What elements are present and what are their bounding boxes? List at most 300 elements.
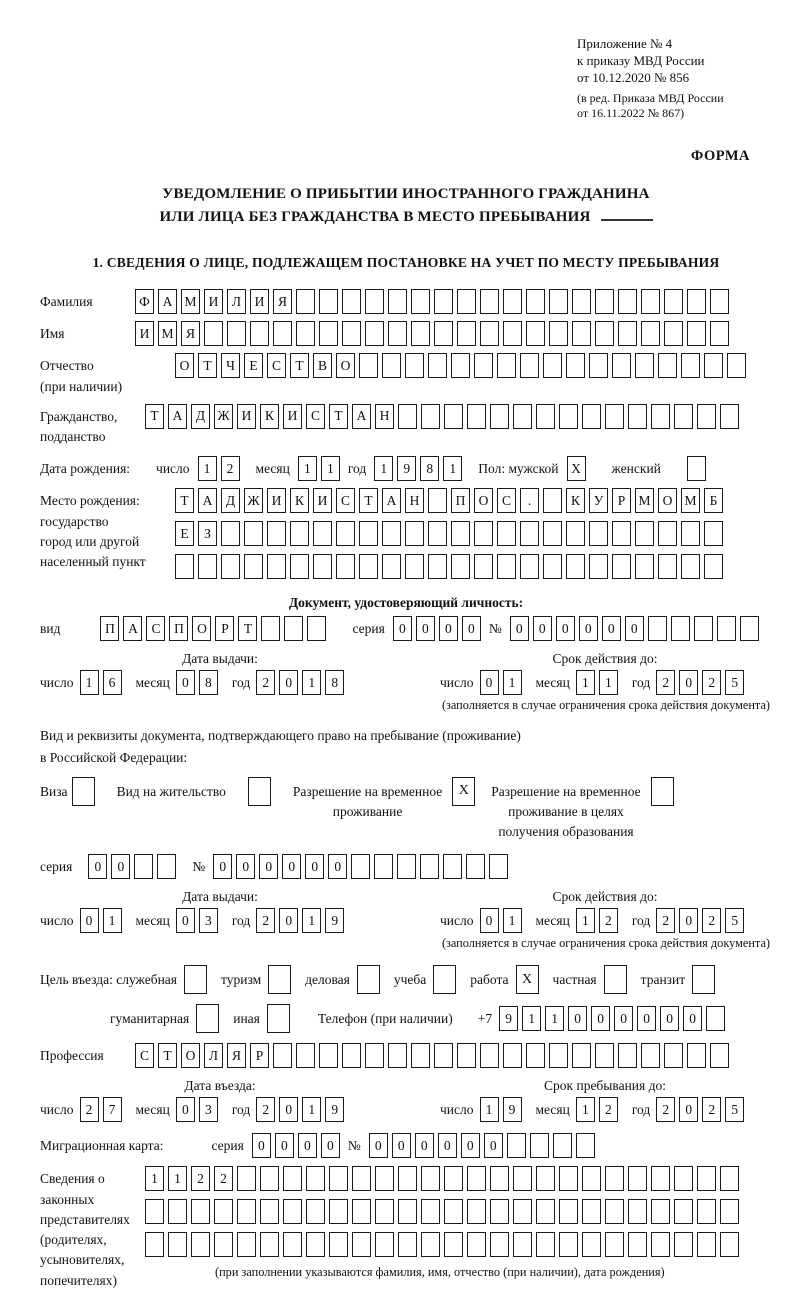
char-cell <box>352 1166 371 1191</box>
doc-valid-day-cells <box>480 670 522 695</box>
char-cell <box>727 353 746 378</box>
char-cell: 1 <box>576 908 595 933</box>
field-surname <box>40 289 772 314</box>
char-cell: 0 <box>660 1006 679 1031</box>
char-cell: X <box>516 965 539 994</box>
char-cell <box>405 554 424 579</box>
gender-male-checkbox <box>567 456 586 481</box>
char-cell: 9 <box>325 1097 344 1122</box>
char-cell <box>168 1232 187 1257</box>
char-cell <box>549 289 568 314</box>
char-cell: С <box>135 1043 154 1068</box>
representatives-cells-block <box>145 1166 739 1291</box>
patronymic-cells <box>175 353 746 378</box>
char-cell: М <box>158 321 177 346</box>
surname-label: Фамилия <box>40 294 93 310</box>
doc-issue-month-cells <box>176 670 218 695</box>
char-cell <box>635 521 654 546</box>
char-cell <box>411 1043 430 1068</box>
char-cell <box>444 1166 463 1191</box>
gender-female-checkbox <box>687 456 706 481</box>
char-cell <box>284 616 303 641</box>
field-citizenship <box>40 404 772 448</box>
char-cell: 1 <box>503 670 522 695</box>
char-cell <box>352 1232 371 1257</box>
char-cell <box>710 321 729 346</box>
char-cell: 1 <box>545 1006 564 1031</box>
char-cell <box>365 289 384 314</box>
char-cell <box>559 1232 578 1257</box>
char-cell <box>336 521 355 546</box>
char-cell: Ж <box>244 488 263 513</box>
doc-series-label: серия <box>352 620 385 636</box>
char-cell <box>740 616 759 641</box>
permit-valid-header: Срок действия до: <box>552 889 658 905</box>
char-cell <box>457 321 476 346</box>
char-cell: К <box>260 404 279 429</box>
purpose-study-checkbox <box>433 965 456 994</box>
rep-row2-cells <box>145 1199 739 1224</box>
char-cell <box>134 854 153 879</box>
appendix-line: от 10.12.2020 № 856 <box>577 69 690 85</box>
char-cell <box>388 289 407 314</box>
char-cell <box>382 353 401 378</box>
char-cell <box>635 353 654 378</box>
char-cell: Т <box>238 616 257 641</box>
mig-number-label: № <box>347 1137 361 1153</box>
char-cell <box>359 353 378 378</box>
char-cell: 0 <box>484 1133 503 1158</box>
char-cell: 0 <box>461 1133 480 1158</box>
char-cell: 1 <box>576 670 595 695</box>
char-cell <box>273 1043 292 1068</box>
char-cell: 0 <box>279 908 298 933</box>
doc-issue-day-cells <box>80 670 122 695</box>
char-cell: 0 <box>88 854 107 879</box>
char-cell: 1 <box>374 456 393 481</box>
char-cell <box>503 321 522 346</box>
char-cell: 0 <box>279 1097 298 1122</box>
citizenship-label: Гражданство, подданство <box>40 408 118 445</box>
representatives-label: Сведения о законных представителях (родителях, усыновителях, попечителях) <box>40 1171 130 1288</box>
char-cell: 0 <box>602 616 621 641</box>
char-cell <box>444 1199 463 1224</box>
char-cell <box>433 965 456 994</box>
char-cell <box>451 353 470 378</box>
char-cell <box>273 321 292 346</box>
char-cell <box>329 1232 348 1257</box>
char-cell <box>490 1199 509 1224</box>
char-cell <box>720 1199 739 1224</box>
char-cell: 2 <box>656 1097 675 1122</box>
char-cell <box>283 1232 302 1257</box>
char-cell <box>553 1133 572 1158</box>
char-cell: 2 <box>256 1097 275 1122</box>
char-cell <box>628 1232 647 1257</box>
char-cell: 3 <box>199 908 218 933</box>
entry-day-cells <box>80 1097 122 1122</box>
appendix-subline: от 16.11.2022 № 867) <box>577 106 685 121</box>
birth-day-cells <box>198 456 240 481</box>
char-cell <box>191 1199 210 1224</box>
purpose-official-checkbox <box>184 965 207 994</box>
char-cell <box>405 353 424 378</box>
char-cell <box>582 404 601 429</box>
char-cell: Е <box>175 521 194 546</box>
doc-type-cells <box>100 616 326 641</box>
char-cell <box>572 1043 591 1068</box>
char-cell <box>382 554 401 579</box>
char-cell: 9 <box>503 1097 522 1122</box>
doc-issue-year-cells <box>256 670 344 695</box>
char-cell: 1 <box>503 908 522 933</box>
char-cell <box>359 521 378 546</box>
permit-series-cells <box>88 854 176 879</box>
char-cell <box>681 554 700 579</box>
char-cell: С <box>336 488 355 513</box>
char-cell <box>237 1166 256 1191</box>
birthplace-row2-cells <box>175 521 723 546</box>
char-cell: 0 <box>279 670 298 695</box>
char-cell: 2 <box>656 908 675 933</box>
char-cell: О <box>181 1043 200 1068</box>
char-cell <box>605 1232 624 1257</box>
char-cell <box>428 353 447 378</box>
char-cell: 2 <box>80 1097 99 1122</box>
char-cell <box>244 521 263 546</box>
char-cell <box>526 321 545 346</box>
permit-checkboxes <box>40 777 772 843</box>
char-cell: И <box>283 404 302 429</box>
char-cell <box>296 289 315 314</box>
char-cell: О <box>192 616 211 641</box>
char-cell <box>543 488 562 513</box>
char-cell <box>398 1166 417 1191</box>
name-label: Имя <box>40 326 65 342</box>
permit-number-cells <box>213 854 508 879</box>
char-cell: У <box>589 488 608 513</box>
char-cell: А <box>352 404 371 429</box>
char-cell <box>467 404 486 429</box>
char-cell: 0 <box>438 1133 457 1158</box>
char-cell <box>214 1199 233 1224</box>
char-cell: Я <box>181 321 200 346</box>
char-cell <box>145 1199 164 1224</box>
birth-month-cells <box>298 456 340 481</box>
char-cell <box>572 321 591 346</box>
char-cell <box>651 1166 670 1191</box>
char-cell <box>503 289 522 314</box>
char-cell <box>237 1232 256 1257</box>
char-cell <box>398 1199 417 1224</box>
purpose-row: Цель въезда: служебная туризм деловая учеба работа X частная транзит <box>40 965 772 994</box>
char-cell <box>681 521 700 546</box>
char-cell <box>267 1004 290 1033</box>
representatives-note: (при заполнении указываются фамилия, имя, отчество (при наличии), дата рождения) <box>215 1265 665 1280</box>
char-cell: Т <box>198 353 217 378</box>
char-cell <box>191 1232 210 1257</box>
char-cell <box>658 353 677 378</box>
char-cell: Б <box>704 488 723 513</box>
char-cell <box>687 1043 706 1068</box>
char-cell <box>296 1043 315 1068</box>
char-cell: П <box>451 488 470 513</box>
char-cell: 0 <box>176 670 195 695</box>
char-cell <box>536 1232 555 1257</box>
field-profession <box>40 1043 772 1068</box>
char-cell <box>375 1166 394 1191</box>
char-cell <box>572 289 591 314</box>
char-cell: 0 <box>236 854 255 879</box>
char-cell <box>283 1199 302 1224</box>
char-cell: 0 <box>679 908 698 933</box>
char-cell <box>306 1199 325 1224</box>
char-cell <box>513 1166 532 1191</box>
char-cell <box>549 1043 568 1068</box>
char-cell <box>388 1043 407 1068</box>
form-label: ФОРМА <box>690 147 750 164</box>
purpose-row2: гуманитарная иная Телефон (при наличии) +7 9 1 1 0 0 0 0 0 0 <box>40 1004 772 1033</box>
char-cell <box>664 321 683 346</box>
char-cell <box>720 1232 739 1257</box>
char-cell <box>520 554 539 579</box>
birthplace-label: Место рождения: государство город или другой населенный пункт <box>40 493 146 570</box>
permit-number-label: № <box>192 858 206 874</box>
char-cell: Р <box>612 488 631 513</box>
char-cell <box>421 404 440 429</box>
char-cell <box>687 456 706 481</box>
permit-issue-header: Дата выдачи: <box>182 889 258 905</box>
char-cell <box>336 554 355 579</box>
char-cell: 0 <box>637 1006 656 1031</box>
char-cell <box>428 521 447 546</box>
char-cell <box>543 353 562 378</box>
char-cell: О <box>175 353 194 378</box>
permit-issue-year-cells <box>256 908 344 933</box>
appendix-line: Приложение № 4 <box>577 36 673 51</box>
char-cell <box>365 1043 384 1068</box>
char-cell <box>635 554 654 579</box>
birthplace-cells-block <box>175 488 723 587</box>
char-cell: Н <box>375 404 394 429</box>
char-cell: 0 <box>80 908 99 933</box>
char-cell <box>628 404 647 429</box>
char-cell: 1 <box>298 456 317 481</box>
char-cell: X <box>567 456 586 481</box>
char-cell <box>566 554 585 579</box>
char-cell: Я <box>227 1043 246 1068</box>
char-cell: 3 <box>199 1097 218 1122</box>
char-cell <box>697 1199 716 1224</box>
char-cell <box>674 1166 693 1191</box>
char-cell <box>467 1199 486 1224</box>
char-cell <box>612 521 631 546</box>
char-cell <box>267 521 286 546</box>
char-cell <box>204 321 223 346</box>
char-cell: 0 <box>480 908 499 933</box>
purpose-work-checkbox <box>516 965 539 994</box>
char-cell: 1 <box>302 1097 321 1122</box>
doc-dates: Дата выдачи: число 1 6 месяц 0 8 год 2 0 1 8 Срок действия до: число 0 1 месяц 1 1 год 2 0 2 5 <box>40 651 772 695</box>
char-cell: 0 <box>462 616 481 641</box>
char-cell <box>589 521 608 546</box>
char-cell <box>589 353 608 378</box>
char-cell <box>566 521 585 546</box>
char-cell: 0 <box>298 1133 317 1158</box>
permit-issue-month-cells <box>176 908 218 933</box>
char-cell <box>342 1043 361 1068</box>
char-cell <box>694 616 713 641</box>
char-cell: 0 <box>416 616 435 641</box>
char-cell: С <box>146 616 165 641</box>
doc-number-label: № <box>488 620 502 636</box>
char-cell: 0 <box>213 854 232 879</box>
char-cell <box>497 521 516 546</box>
phone-label: Телефон (при наличии) <box>317 1010 453 1026</box>
doc-series-cells <box>393 616 481 641</box>
char-cell <box>329 1166 348 1191</box>
char-cell <box>221 554 240 579</box>
char-cell <box>674 1232 693 1257</box>
temp-residence-option: Разрешение на временное проживание X <box>293 777 475 823</box>
char-cell <box>658 554 677 579</box>
profession-label: Профессия <box>40 1048 104 1064</box>
char-cell: И <box>204 289 223 314</box>
char-cell: Т <box>175 488 194 513</box>
char-cell <box>374 854 393 879</box>
char-cell: 5 <box>725 670 744 695</box>
char-cell <box>342 321 361 346</box>
char-cell: А <box>198 488 217 513</box>
char-cell: 0 <box>679 670 698 695</box>
char-cell <box>589 554 608 579</box>
char-cell <box>520 521 539 546</box>
rep-row3-cells <box>145 1232 739 1257</box>
char-cell <box>536 1166 555 1191</box>
char-cell <box>405 521 424 546</box>
visa-option: Виза <box>40 777 95 806</box>
permit-doc-text: Вид и реквизиты документа, подтверждающего право на пребывание (проживание) в Российской Федерации: <box>40 728 521 765</box>
char-cell <box>595 289 614 314</box>
char-cell: Е <box>244 353 263 378</box>
char-cell <box>198 554 217 579</box>
entry-year-cells <box>256 1097 344 1122</box>
char-cell <box>221 521 240 546</box>
char-cell: X <box>452 777 475 806</box>
char-cell <box>260 1166 279 1191</box>
char-cell <box>582 1166 601 1191</box>
char-cell: 0 <box>259 854 278 879</box>
char-cell <box>717 616 736 641</box>
char-cell: 5 <box>725 1097 744 1122</box>
char-cell <box>612 554 631 579</box>
char-cell: 0 <box>176 908 195 933</box>
char-cell <box>313 554 332 579</box>
purpose-humanitarian-checkbox <box>196 1004 219 1033</box>
char-cell <box>268 965 291 994</box>
char-cell <box>457 1043 476 1068</box>
char-cell: 1 <box>198 456 217 481</box>
form-title-line2: ИЛИ ЛИЦА БЕЗ ГРАЖДАНСТВА В МЕСТО ПРЕБЫВАНИЯ <box>40 206 772 229</box>
purpose-other-checkbox <box>267 1004 290 1033</box>
char-cell <box>365 321 384 346</box>
char-cell <box>444 1232 463 1257</box>
char-cell: 0 <box>305 854 324 879</box>
gender-female-label: женский <box>611 460 661 476</box>
char-cell <box>421 1232 440 1257</box>
char-cell: Д <box>191 404 210 429</box>
char-cell <box>451 521 470 546</box>
char-cell: 2 <box>221 456 240 481</box>
birthplace-row3-cells <box>175 554 723 579</box>
char-cell <box>513 1199 532 1224</box>
char-cell <box>671 616 690 641</box>
char-cell <box>549 321 568 346</box>
stay-month-cells <box>576 1097 618 1122</box>
char-cell <box>428 554 447 579</box>
char-cell: А <box>158 289 177 314</box>
char-cell <box>513 404 532 429</box>
char-cell <box>480 289 499 314</box>
char-cell <box>290 521 309 546</box>
char-cell <box>342 289 361 314</box>
day-label: число <box>156 460 190 476</box>
doc-type-label: вид <box>40 620 61 636</box>
char-cell <box>72 777 95 806</box>
char-cell: Д <box>221 488 240 513</box>
char-cell: В <box>313 353 332 378</box>
char-cell: 0 <box>568 1006 587 1031</box>
char-cell: 0 <box>614 1006 633 1031</box>
visa-checkbox <box>72 777 95 806</box>
char-cell <box>497 353 516 378</box>
char-cell <box>651 777 674 806</box>
char-cell <box>674 404 693 429</box>
char-cell: И <box>237 404 256 429</box>
char-cell: 2 <box>702 1097 721 1122</box>
phone-cells <box>499 1006 725 1031</box>
permit-valid-day-cells <box>480 908 522 933</box>
stay-year-cells <box>656 1097 744 1122</box>
mig-series-label: серия <box>211 1137 244 1153</box>
char-cell: Л <box>204 1043 223 1068</box>
char-cell <box>559 1166 578 1191</box>
char-cell <box>513 1232 532 1257</box>
char-cell <box>428 488 447 513</box>
doc-issue-header: Дата выдачи: <box>182 651 258 667</box>
char-cell <box>706 1006 725 1031</box>
char-cell: 0 <box>510 616 529 641</box>
char-cell: П <box>100 616 119 641</box>
char-cell <box>681 353 700 378</box>
char-cell <box>145 1232 164 1257</box>
char-cell: Т <box>329 404 348 429</box>
migration-card-label: Миграционная карта: <box>40 1137 164 1153</box>
char-cell: 5 <box>725 908 744 933</box>
char-cell: К <box>566 488 585 513</box>
surname-cells <box>135 289 729 314</box>
char-cell: С <box>306 404 325 429</box>
purpose-business-checkbox <box>357 965 380 994</box>
title-underline <box>601 219 653 221</box>
identity-doc-heading: Документ, удостоверяющий личность: <box>288 595 524 611</box>
char-cell <box>503 1043 522 1068</box>
char-cell: М <box>681 488 700 513</box>
char-cell: 9 <box>499 1006 518 1031</box>
doc-valid-year-cells <box>656 670 744 695</box>
char-cell <box>357 965 380 994</box>
char-cell <box>261 616 280 641</box>
